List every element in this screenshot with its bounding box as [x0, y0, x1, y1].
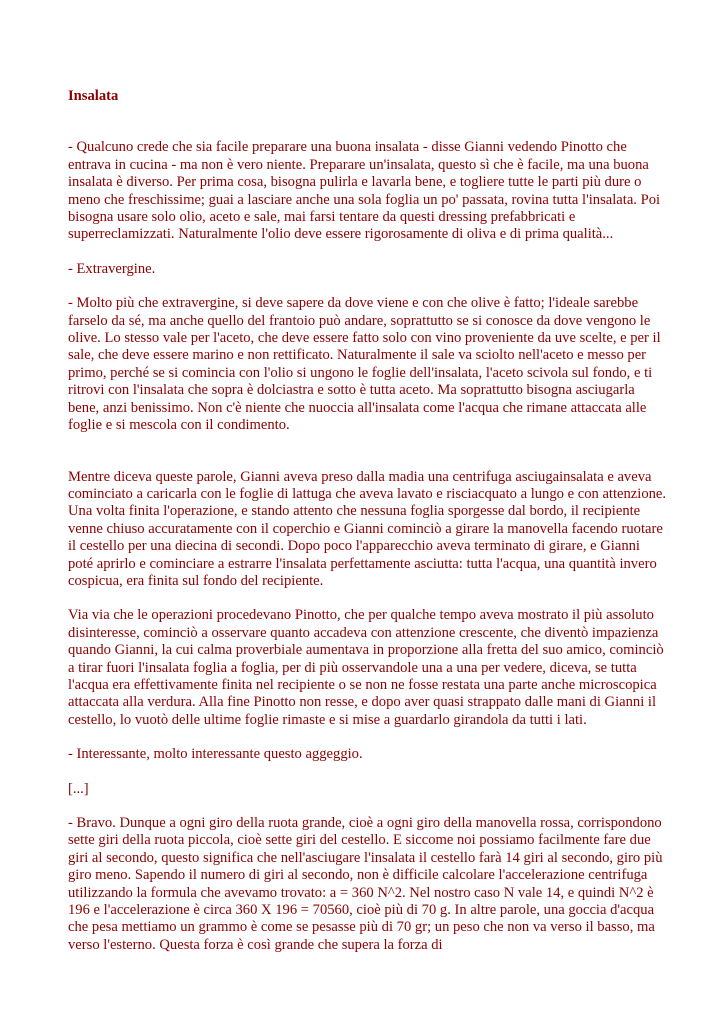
paragraph-7: [...]: [68, 780, 89, 797]
paragraph-8: - Bravo. Dunque a ogni giro della ruota grande, cioè a ogni giro della manovella rossa, corrispondono sette giri della ruota piccola, cioè sette giri del cestello. E siccome noi possiamo facilmente fare due giri al secondo, questo significa che nell'asciugare l'insalata il cestello farà 14 giri al secondo, giro più giro meno. Sapendo il numero di giri al secondo, non è difficile calcolare l'accelerazione centrifuga utilizzando la formula che avevamo trovato: a = 360 N^2. Nel nostro caso N vale 14, e quindi N^2 è 196 e l'accelerazione è circa 360 X 196 = 70560, cioè più di 70 g. In altre parole, una goccia d'acqua che pesa mettiamo un grammo è come se pesasse più di 70 gr; un peso che non va verso il basso, ma verso l'esterno. Questa forza è così grande che supera la forza di: [68, 815, 663, 953]
paragraph-3: - Molto più che extravergine, si deve sapere da dove viene e con che olive è fatto; l'ideale sarebbe farselo da sé, ma anche quello del frantoio può andare, soprattutto se si conosce da dove vengono le olive. Lo stesso vale per l'aceto, che deve essere fatto solo con vino proveniente da uve scelte, e per il sale, che deve essere marino e non rettificato. Naturalmente il sale va sciolto nell'aceto e messo per primo, perché se si comincia con l'olio si ungono le foglie dell'insalata, l'aceto scivola sul fondo, e ti ritrovi con l'insalata che sopra è dolciastra e sotto è tutta aceto. Ma soprattutto bisogna asciugarla bene, anzi benissimo. Non c'è niente che nuoccia all'insalata come l'acqua che rimane attaccata alle foglie e si mescola con il condimento.: [68, 295, 661, 434]
paragraph-5: Via via che le operazioni procedevano Pinotto, che per qualche tempo aveva mostrato il più assoluto disinteresse, cominciò a osservare quanto accadeva con attenzione crescente, che diventò impazienza quando Gianni, la cui calma proverbiale aumentava in proporzione alla fretta del suo amico, cominciò a tirar fuori l'insalata foglia a foglia, per di più osservandole una a una per vedere, diceva, se tutta l'acqua era effettivamente finita nel recipiente o se non ne fosse restata una parte anche microscopica attaccata alla verdura. Alla fine Pinotto non resse, e dopo aver quasi strappato dalle mani di Gianni il cestello, lo vuotò delle ultime foglie rimaste e si mise a guardarlo girandola da tutti i lati.: [68, 607, 664, 728]
document-page: [68, 88, 668, 971]
paragraph-6: - Interessante, molto interessante questo aggeggio.: [68, 746, 363, 763]
document-title: Insalata: [68, 88, 119, 104]
paragraph-2: - Extravergine.: [68, 260, 156, 277]
paragraph-4: Mentre diceva queste parole, Gianni aveva preso dalla madia una centrifuga asciugainsalata e aveva cominciato a caricarla con le foglie di lattuga che aveva lavato e risciacquato a lungo e con attenzione. Una volta finita l'operazione, e stando attento che nessuna foglia sporgesse dal bordo, il recipiente venne chiuso accuratamente con il coperchio e Gianni cominciò a girare la manovella facendo ruotare il cestello per una diecina di secondi. Dopo poco l'apparecchio aveva terminato di girare, e Gianni poté aprirlo e cominciare a estrarre l'insalata perfettamente asciutta: tutta l'acqua, una quantità invero cospicua, era finita sul fondo del recipiente.: [68, 468, 667, 589]
paragraph-1: - Qualcuno crede che sia facile preparare una buona insalata - disse Gianni vedendo Pinotto che entrava in cucina - ma non è vero niente. Preparare un'insalata, questo sì che è facile, ma una buona insalata è diverso. Per prima cosa, bisogna pulirla e lavarla bene, e togliere tutte le parti più dure o meno che freschissime; guai a lasciare anche una sola foglia un po' passata, rovina tutta l'insalata. Poi bisogna usare solo olio, aceto e sale, mai farsi tentare da questi dressing prefabbricati e superreclamizzati. Naturalmente l'olio deve essere rigorosamente di oliva e di prima qualità...: [68, 139, 661, 243]
